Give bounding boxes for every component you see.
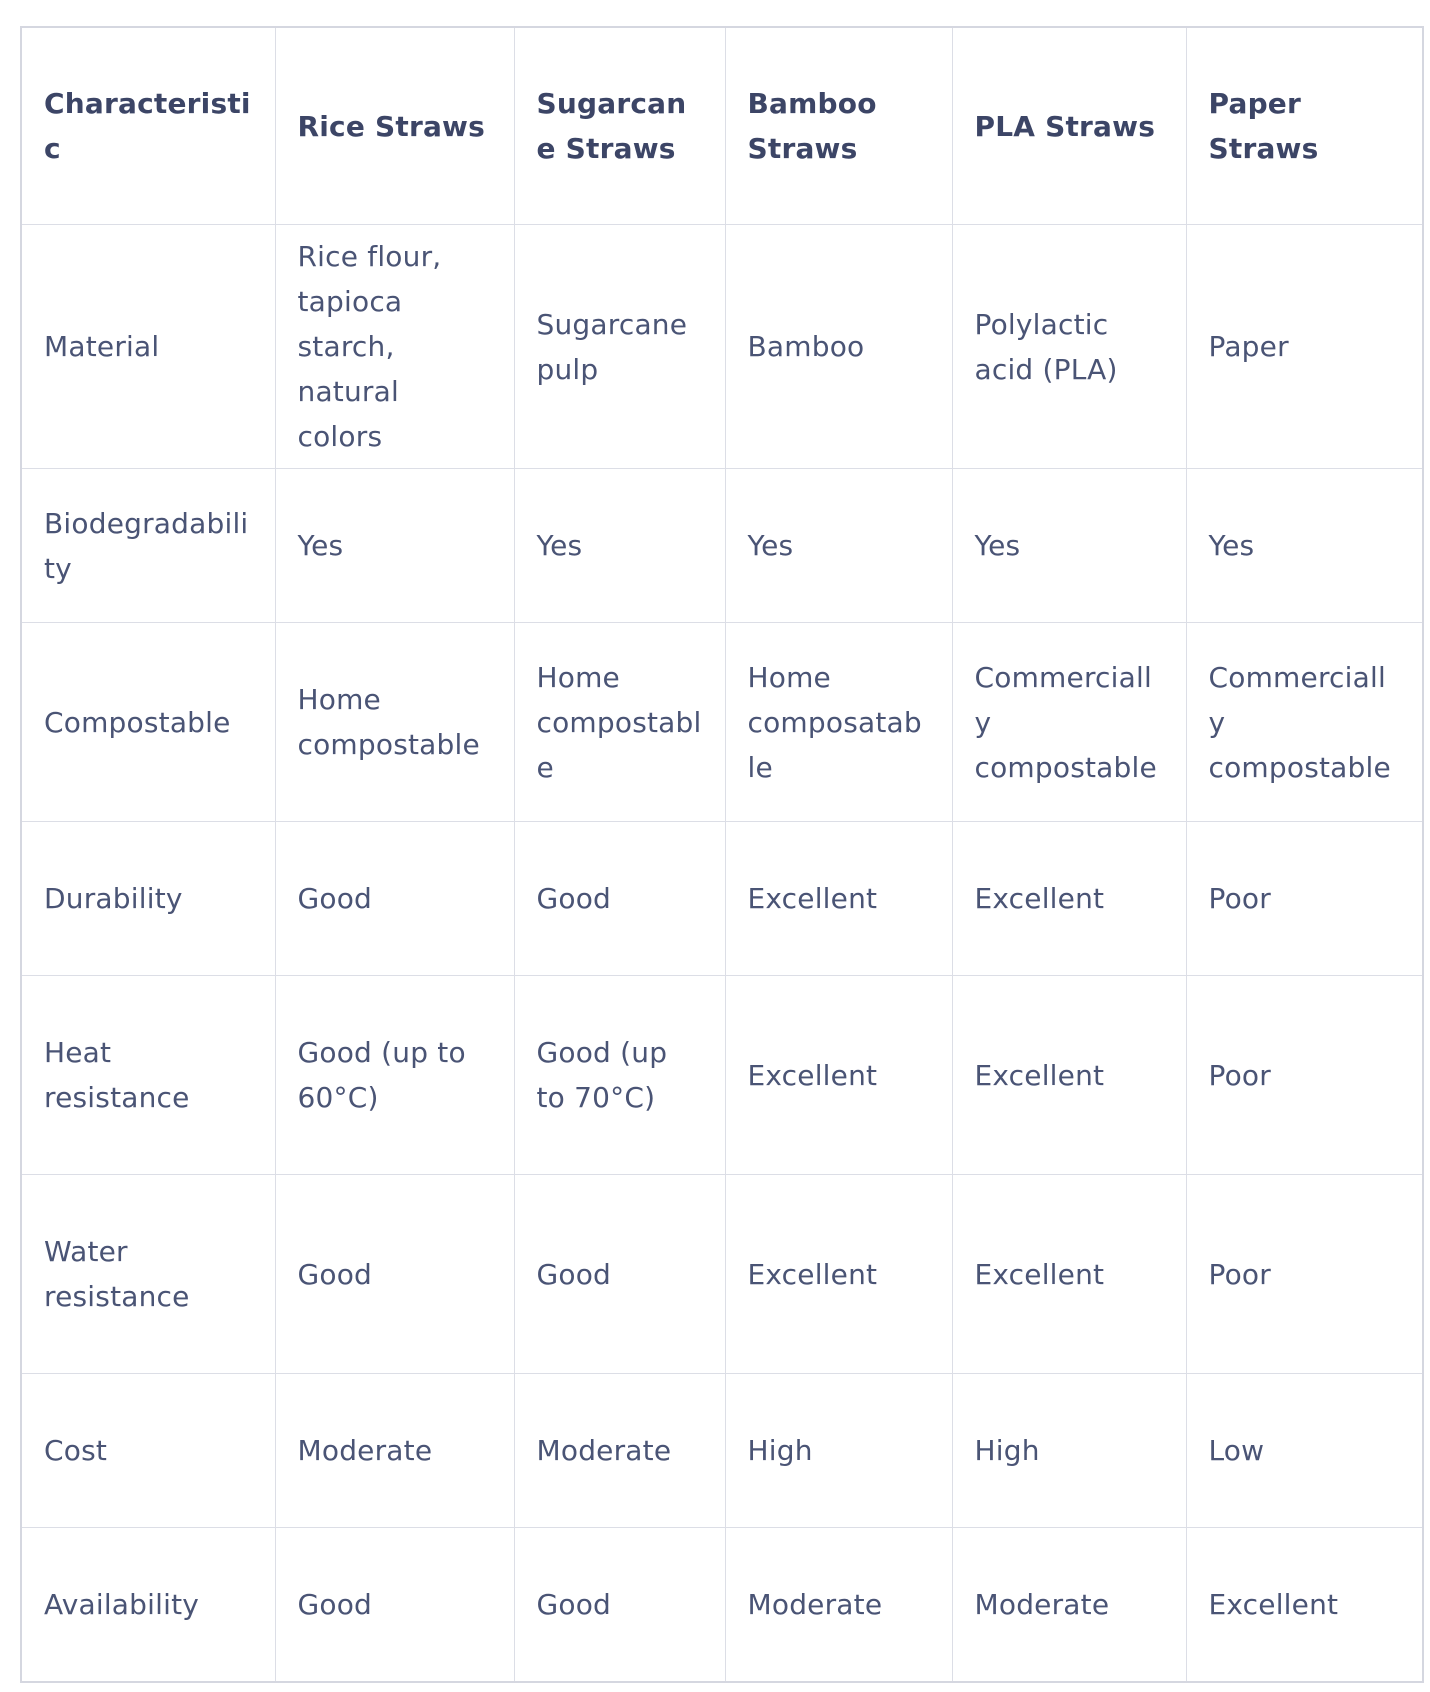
table-cell: Good bbox=[514, 1175, 725, 1374]
column-header-bamboo-straws: Bamboo Straws bbox=[725, 27, 952, 225]
table-row-availability bbox=[21, 1528, 1423, 1683]
table-cell: Sugarcane pulp bbox=[514, 225, 725, 469]
row-label: Durability bbox=[21, 822, 275, 976]
table-cell: Excellent bbox=[952, 822, 1186, 976]
table-cell: Yes bbox=[952, 469, 1186, 623]
table-row-biodegradability bbox=[21, 469, 1423, 623]
table-cell: Rice flour, tapioca starch, natural colors bbox=[275, 225, 514, 469]
table-cell: Home compostable bbox=[275, 623, 514, 822]
table-cell: Yes bbox=[514, 469, 725, 623]
table-container bbox=[20, 26, 1424, 1683]
table-cell: Excellent bbox=[725, 1175, 952, 1374]
table-cell: Good (up to 70°C) bbox=[514, 976, 725, 1175]
table-row-water-resistance bbox=[21, 1175, 1423, 1374]
table-cell: Excellent bbox=[952, 1175, 1186, 1374]
table-cell: Low bbox=[1186, 1374, 1423, 1528]
table-cell: Paper bbox=[1186, 225, 1423, 469]
table-cell: Excellent bbox=[1186, 1528, 1423, 1683]
table-cell: Excellent bbox=[725, 822, 952, 976]
row-label: Compostable bbox=[21, 623, 275, 822]
table-cell: Good (up to 60°C) bbox=[275, 976, 514, 1175]
column-header-sugarcane-straws: Sugarcane Straws bbox=[514, 27, 725, 225]
table-row-heat-resistance bbox=[21, 976, 1423, 1175]
column-header-characteristic: Characteristic bbox=[21, 27, 275, 225]
table-cell: Moderate bbox=[275, 1374, 514, 1528]
table-cell: Yes bbox=[275, 469, 514, 623]
column-header-pla-straws: PLA Straws bbox=[952, 27, 1186, 225]
table-cell: Poor bbox=[1186, 822, 1423, 976]
table-row-compostable bbox=[21, 623, 1423, 822]
table-cell: Home composatable bbox=[725, 623, 952, 822]
straw-comparison-table bbox=[20, 26, 1424, 1683]
table-cell: Moderate bbox=[514, 1374, 725, 1528]
table-cell: Commercially compostable bbox=[1186, 623, 1423, 822]
table-cell: Yes bbox=[1186, 469, 1423, 623]
table-cell: Moderate bbox=[725, 1528, 952, 1683]
column-header-paper-straws: Paper Straws bbox=[1186, 27, 1423, 225]
row-label: Water resistance bbox=[21, 1175, 275, 1374]
table-cell: Good bbox=[514, 1528, 725, 1683]
row-label: Heat resistance bbox=[21, 976, 275, 1175]
header-row bbox=[21, 27, 1423, 225]
table-cell: Poor bbox=[1186, 1175, 1423, 1374]
table-cell: Excellent bbox=[725, 976, 952, 1175]
row-label: Cost bbox=[21, 1374, 275, 1528]
table-cell: Good bbox=[514, 822, 725, 976]
row-label: Material bbox=[21, 225, 275, 469]
row-label: Availability bbox=[21, 1528, 275, 1683]
table-cell: Good bbox=[275, 822, 514, 976]
table-row-durability bbox=[21, 822, 1423, 976]
table-cell: High bbox=[725, 1374, 952, 1528]
table-cell: Home compostable bbox=[514, 623, 725, 822]
table-cell: Excellent bbox=[952, 976, 1186, 1175]
table-cell: High bbox=[952, 1374, 1186, 1528]
table-cell: Moderate bbox=[952, 1528, 1186, 1683]
table-row-material bbox=[21, 225, 1423, 469]
table-cell: Bamboo bbox=[725, 225, 952, 469]
table-cell: Good bbox=[275, 1175, 514, 1374]
table-cell: Commercially compostable bbox=[952, 623, 1186, 822]
table-row-cost bbox=[21, 1374, 1423, 1528]
row-label: Biodegradability bbox=[21, 469, 275, 623]
table-cell: Yes bbox=[725, 469, 952, 623]
column-header-rice-straws: Rice Straws bbox=[275, 27, 514, 225]
table-cell: Poor bbox=[1186, 976, 1423, 1175]
table-cell: Polylactic acid (PLA) bbox=[952, 225, 1186, 469]
table-cell: Good bbox=[275, 1528, 514, 1683]
